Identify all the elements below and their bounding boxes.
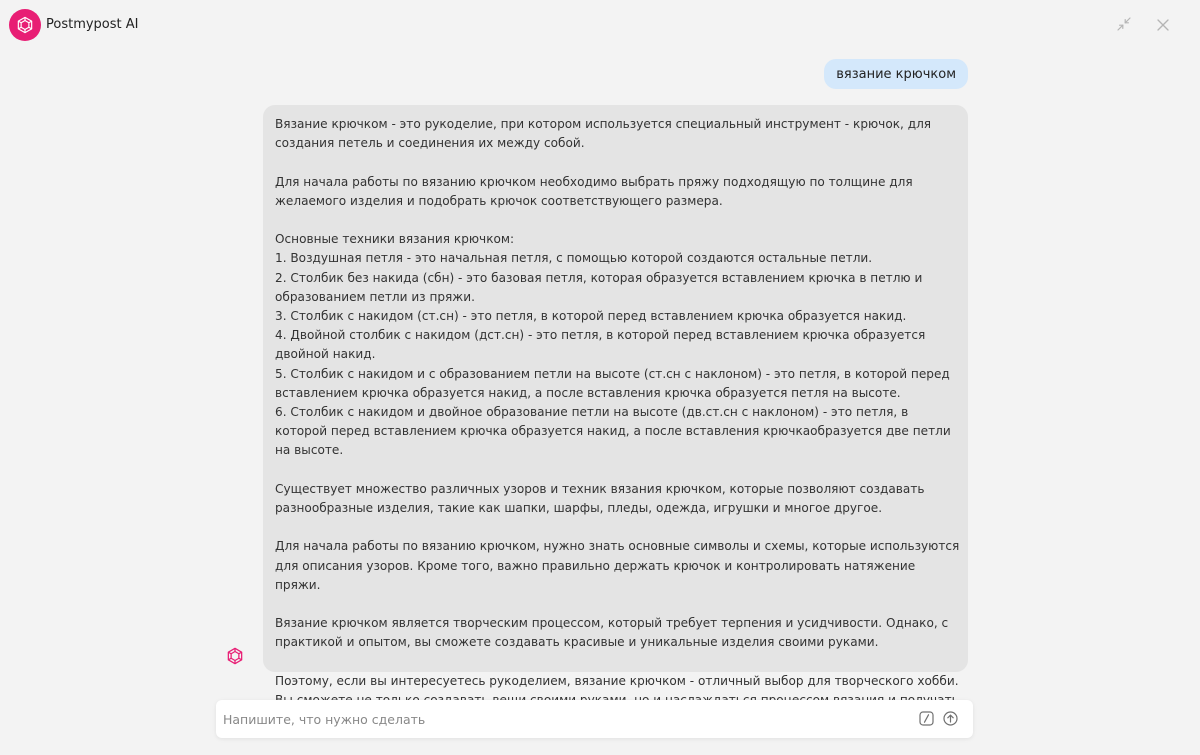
ai-message-bubble [263,105,968,688]
ai-message-text: Вязание крючком - это рукоделие, при котором используется специальный инструмент - крючок, для создания петель и соединения их между собой. Для начала работы по вязанию крючком необходимо выбрать пряжу подходящую по толщине для желаемого изделия и подобрать крючок соответствующего размера. Основные техники вязания крючком: 1. Воздушная петля - это начальная петля, с помощью которой создаются остальные петли. 2. Столбик без накида (сбн) - это базовая петля, которая образуется вставлением крючка в петлю и образованием петли из пряжи. 3. Столбик с накидом (ст.сн) - это петля, в которой перед вставлением крючка образуется накид. 4. Двойной столбик с накидом (дст.сн) - это петля, в которой перед вставлением крючка образуется двойной накид. 5. Столбик с накидом и с образованием петли на высоте (ст.сн с наклоном) - это петля, в которой перед вставлением крючка образуется накид, а после вставления крючка образуется петля на высоте. 6. Столбик с накидом и двойное образование петли на высоте (дв.ст.сн с наклоном) - это петля, в которой перед вставлением крючка образуется накид, а после вставления крючкаобразуется две петли на высоте. Существует множество различных узоров и техник вязания крючком, которые позволяют создавать разнообразные изделия, такие как шапки, шарфы, пледы, одежда, игрушки и многое другое. Для начала работы по вязанию крючком, нужно знать основные символы и схемы, которые используются для описания узоров. Кроме того, важно правильно держать крючок и контролировать натяжение пряжи. Вязание крючком является творческим процессом, который требует терпения и усидчивости. Однако, с практикой и опытом, вы сможете создавать красивые и уникальные изделия своими руками. Поэтому, если вы интересуетесь рукоделием, вязание крючком - отличный выбор для творческого хобби. [275,117,960,688]
ai-avatar-icon [226,647,244,665]
slash-command-icon [919,711,934,730]
send-button[interactable] [942,712,958,728]
close-button[interactable] [1153,15,1173,35]
message-composer [216,700,973,738]
app-title: Postmypost AI [46,17,139,32]
message-input[interactable] [223,704,903,734]
collapse-icon [1117,16,1131,35]
send-arrow-up-icon [943,711,958,730]
user-message-bubble [824,59,968,89]
slash-command-button[interactable] [918,712,934,728]
user-message-text: вязание крючком [836,66,956,82]
collapse-button[interactable] [1114,15,1134,35]
close-icon [1157,16,1169,35]
app-logo-icon [9,9,41,41]
title-bar [0,0,1200,50]
